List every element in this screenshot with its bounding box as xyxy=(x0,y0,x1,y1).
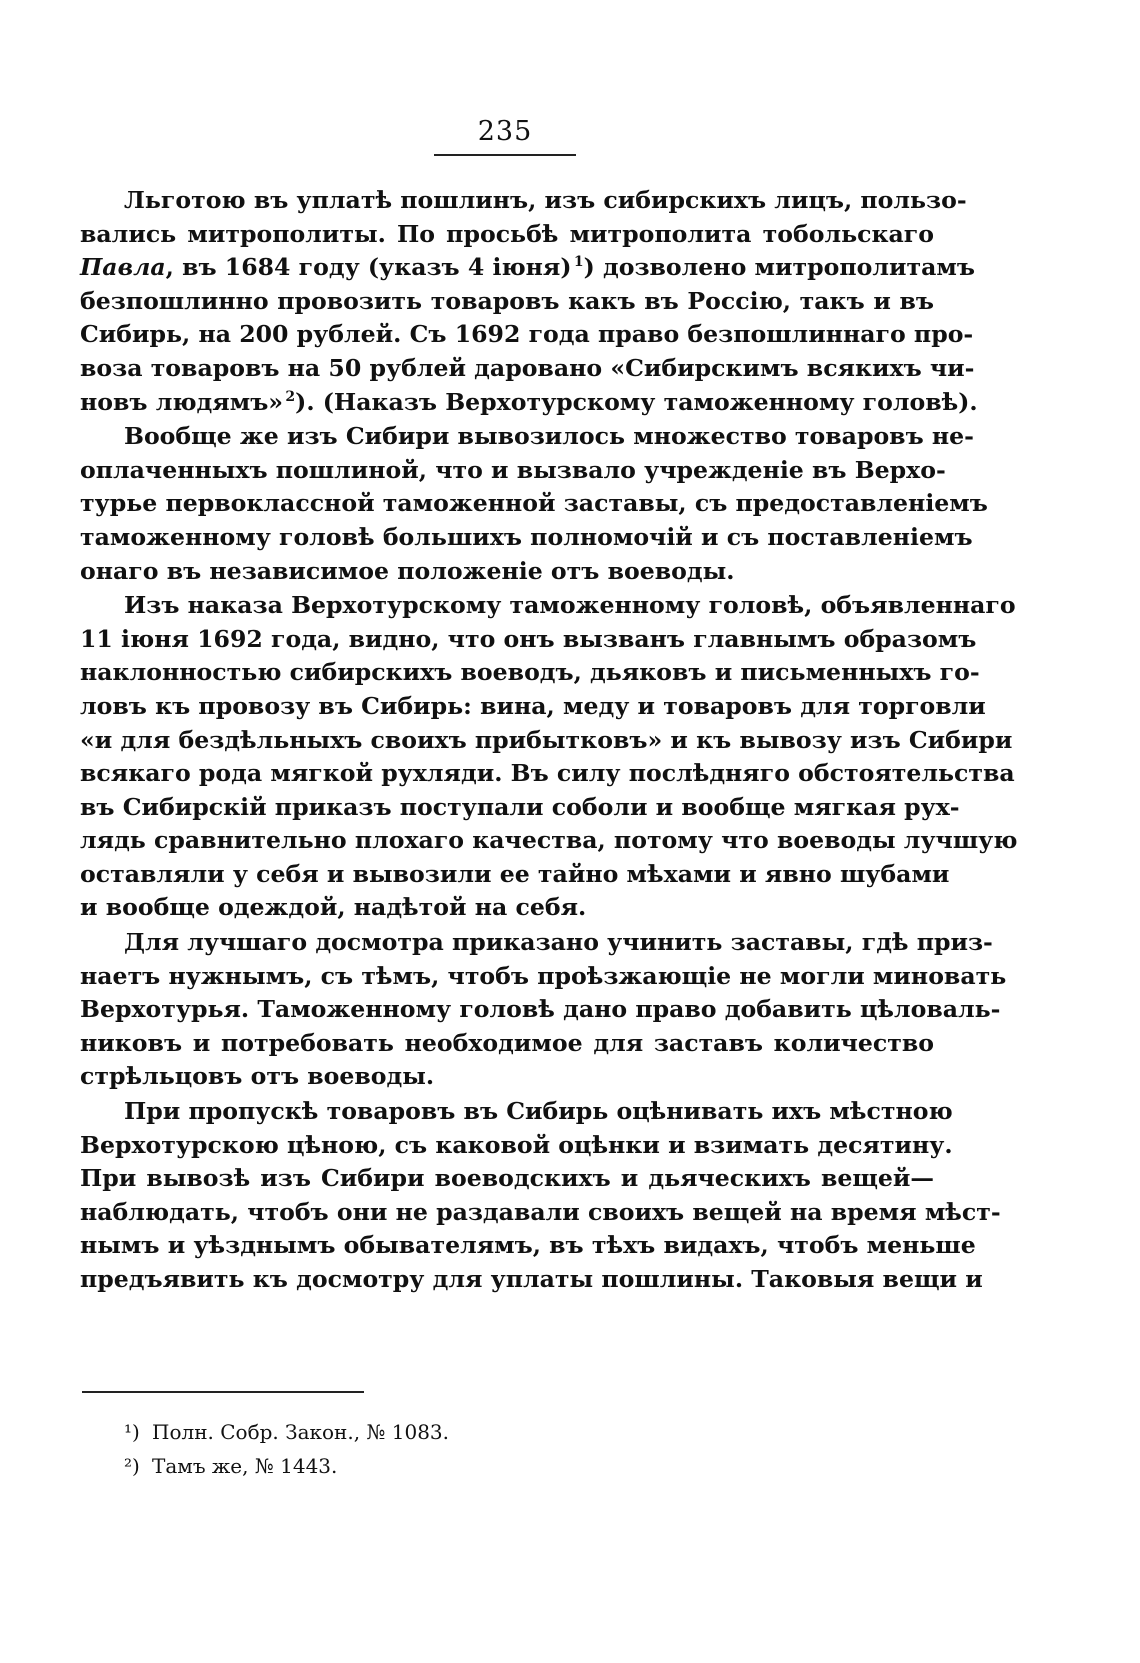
footnote-ref-2[interactable]: 2 xyxy=(285,388,296,405)
footnotes xyxy=(124,1415,824,1483)
text-line: онаго въ независимое положеніе отъ воеводы. xyxy=(80,556,735,585)
text-line: таможенному головѣ большихъ полномочій и съ поставленіемъ xyxy=(80,522,973,551)
text-fragment: дозволено митрополитамъ xyxy=(594,253,976,282)
text-line: оплаченныхъ пошлиной, что и вызвало учрежденіе въ Верхо- xyxy=(80,455,946,484)
text-line: Льготою въ уплатѣ пошлинъ, изъ сибирскихъ лицъ, пользо- xyxy=(124,186,967,214)
footnote-text-2: Тамъ же, № 1443. xyxy=(152,1454,338,1478)
text-line: предъявить къ досмотру для уплаты пошлины. Таковыя вещи и xyxy=(80,1265,983,1293)
text-line: 11 іюня 1692 года, видно, что онъ вызванъ главнымъ образомъ xyxy=(80,624,977,653)
body-text xyxy=(80,184,1018,1298)
text-line: никовъ и потребовать необходимое для заставъ количество xyxy=(80,1028,934,1057)
footnote-1 xyxy=(124,1415,824,1449)
text-fragment: новъ людямъ» xyxy=(80,387,284,416)
text-line: наклонностью сибирскихъ воеводъ, дьяковъ и письменныхъ го- xyxy=(80,658,980,687)
text-line: нымъ и уѣзднымъ обывателямъ, въ тѣхъ видахъ, чтобъ меньше xyxy=(80,1231,976,1260)
footnote-mark-1: ¹) xyxy=(124,1420,140,1444)
footnote-text-1: Полн. Собр. Закон., № 1083. xyxy=(152,1420,450,1444)
text-line: Верхотурскою цѣною, съ каковой оцѣнки и взимать десятину. xyxy=(80,1130,953,1159)
text-line: лядь сравнительно плохаго качества, потому что воеводы лучшую xyxy=(80,826,1018,855)
text-line: и вообще одеждой, надѣтой на себя. xyxy=(80,893,587,922)
footnote-rule xyxy=(82,1391,364,1393)
paragraph-3 xyxy=(80,589,1018,925)
text-fragment: , въ 1684 году (указъ 4 іюня) xyxy=(165,253,572,282)
text-line: При вывозѣ изъ Сибири воеводскихъ и дьяческихъ вещей— xyxy=(80,1164,934,1193)
paragraph-5 xyxy=(80,1095,1001,1297)
text-line: турье первоклассной таможенной заставы, съ предоставленіемъ xyxy=(80,489,988,518)
footnote-2 xyxy=(124,1449,824,1483)
paragraph-4 xyxy=(80,926,1007,1094)
page-number: 235 xyxy=(477,116,533,147)
page-number-rule xyxy=(434,154,576,156)
italic-name: Павла xyxy=(80,253,166,282)
text-line: Сибирь, на 200 рублей. Съ 1692 года право безпошлиннаго про- xyxy=(80,320,974,349)
text-line: наблюдать, чтобъ они не раздавали своихъ вещей на время мѣст- xyxy=(80,1197,1001,1226)
text-line: Изъ наказа Верхотурскому таможенному головѣ, объявленнаго xyxy=(124,591,1016,620)
text-line: безпошлинно провозить товаровъ какъ въ Россію, такъ и въ xyxy=(80,286,934,315)
text-line-with-footnote: новъ людямъ» $^2$). (Наказъ Верхотурскому таможенному головѣ). xyxy=(80,387,978,416)
paragraph-2 xyxy=(80,420,988,588)
text-line: въ Сибирскій приказъ поступали соболи и вообще мягкая рух- xyxy=(80,792,960,821)
text-line: «и для бездѣльныхъ своихъ прибытковъ» и къ вывозу изъ Сибири xyxy=(80,725,1013,754)
text-line: Вообще же изъ Сибири вывозилось множество товаровъ не- xyxy=(124,422,974,451)
text-line: Для лучшаго досмотра приказано учинить заставы, гдѣ приз- xyxy=(124,928,993,957)
text-line: оставляли у себя и вывозили ее тайно мѣхами и явно шубами xyxy=(80,859,950,888)
text-line: воза товаровъ на 50 рублей даровано «Сибирскимъ всякихъ чи- xyxy=(80,353,975,382)
text-line: наетъ нужнымъ, съ тѣмъ, чтобъ проѣзжающіе не могли миновать xyxy=(80,961,1007,990)
paragraph-1 xyxy=(80,184,978,419)
text-line: ловъ къ провозу въ Сибирь: вина, меду и товаровъ для торговли xyxy=(80,691,986,720)
text-line: При пропускѣ товаровъ въ Сибирь оцѣнивать ихъ мѣстною xyxy=(124,1097,953,1126)
text-line: стрѣльцовъ отъ воеводы. xyxy=(80,1062,435,1091)
text-line: Верхотурья. Таможенному головѣ дано право добавить цѣловаль- xyxy=(80,995,1001,1024)
footnote-ref-1[interactable]: 1 xyxy=(573,254,584,271)
text-line-with-footnote: Павла, въ 1684 году (указъ 4 іюня) $^1$) дозволено митрополитамъ xyxy=(80,253,976,282)
footnote-mark-2: ²) xyxy=(124,1454,140,1478)
text-line: вались митрополиты. По просьбѣ митрополита тобольскаго xyxy=(80,219,934,248)
text-fragment: . (Наказъ Верхотурскому таможенному головѣ). xyxy=(306,387,978,416)
text-line: всякаго рода мягкой рухляди. Въ силу послѣдняго обстоятельства xyxy=(80,759,1015,788)
